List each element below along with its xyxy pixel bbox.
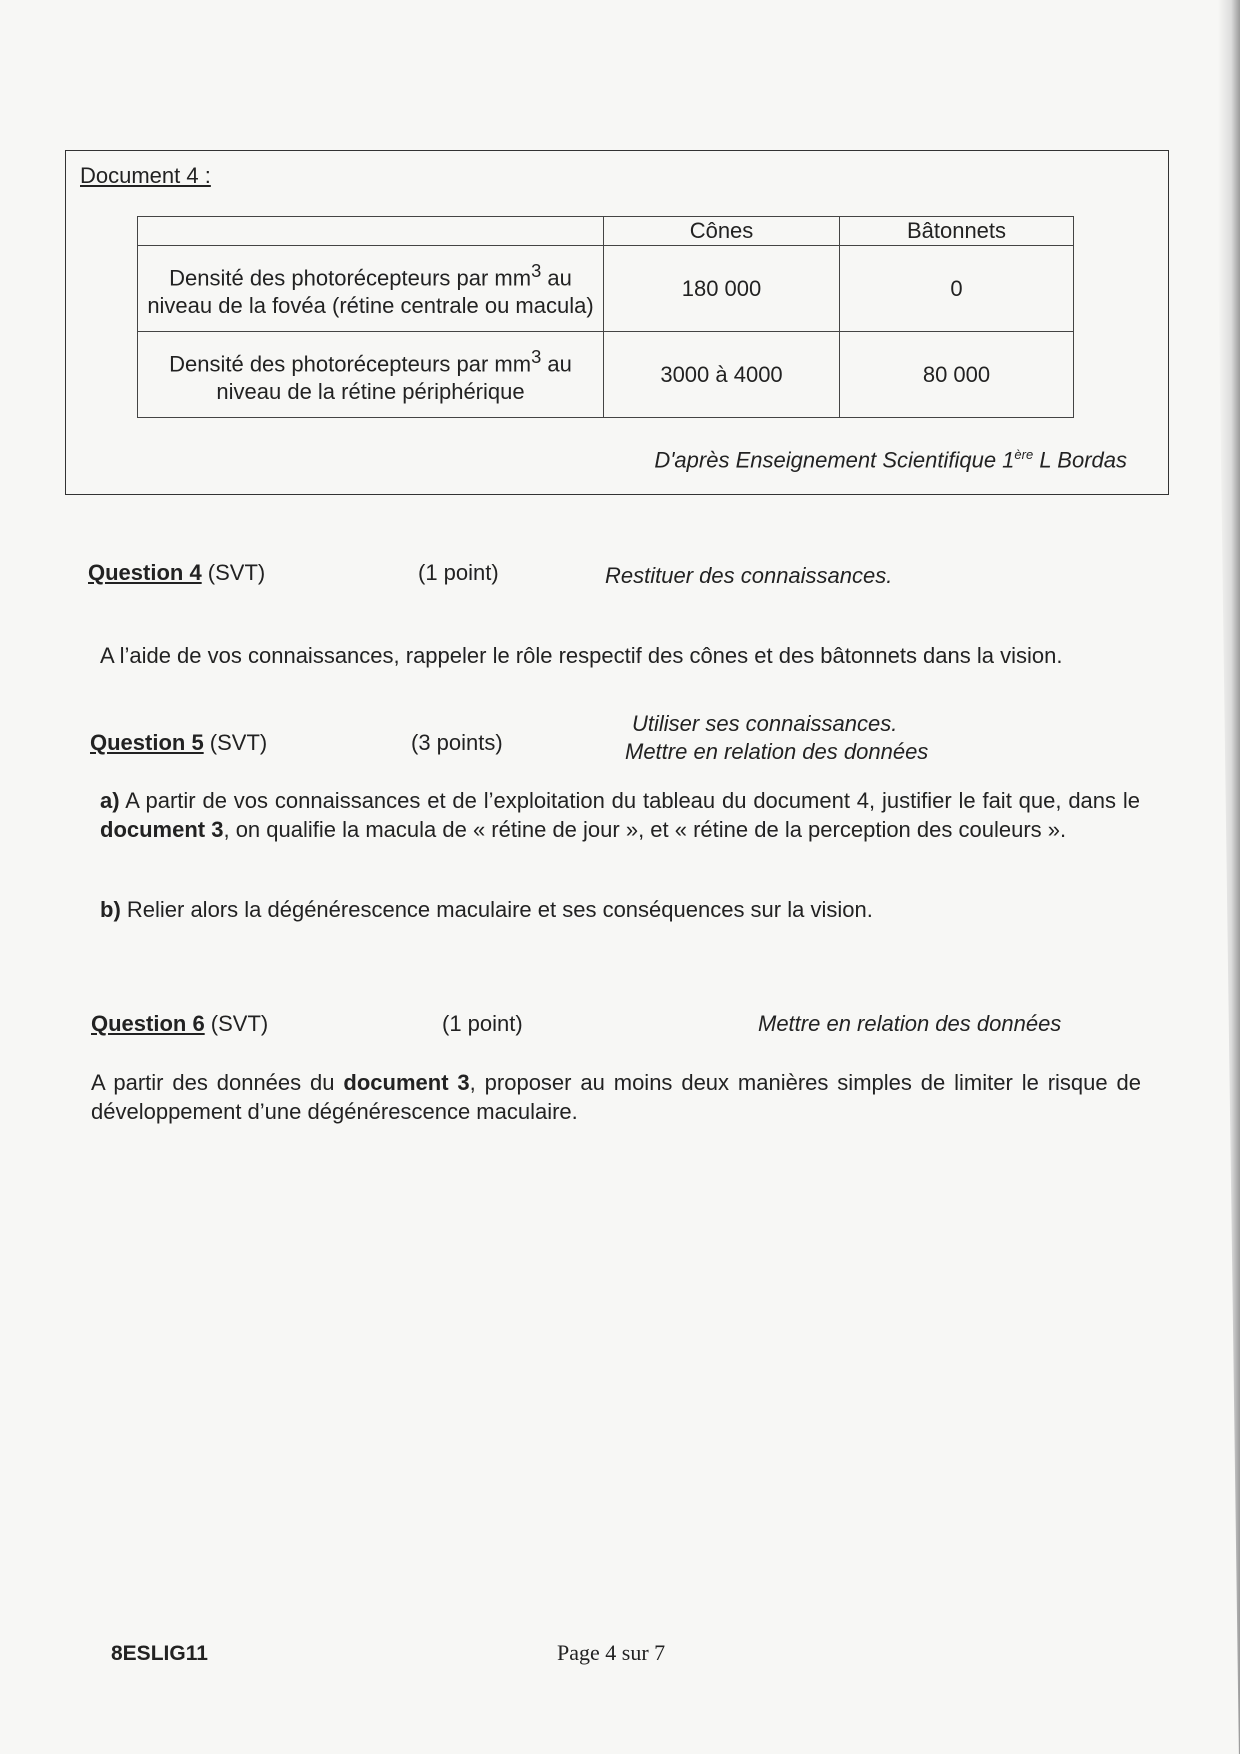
cell-batonnets-peripheral: 80 000 [840,332,1074,418]
question-5-points: (3 points) [411,730,503,755]
row-label-peripheral: Densité des photorécepteurs par $mm^3$ au niveau de la rétine périphérique [138,332,604,418]
question-6-skill: Mettre en relation des données [758,1011,1062,1036]
exam-code: 8ESLIG11 [111,1642,208,1665]
table-row [138,332,1074,418]
question-5-skill-1: Utiliser ses connaissances. [632,711,898,736]
question-4-points: (1 point) [418,560,499,585]
document-4-title: Document 4 : [80,163,211,188]
cell-cones-peripheral: 3000 à 4000 [604,332,840,418]
question-4-skill: Restituer des connaissances. [605,563,893,588]
cell-batonnets-fovea: 0 [840,246,1074,332]
table-header-cones: Cônes [604,217,840,246]
question-6-heading: Question 6 (SVT) [91,1011,269,1036]
table-header-empty [138,217,604,246]
question-6-points: (1 point) [442,1011,523,1036]
table-header-batonnets: Bâtonnets [840,217,1074,246]
question-4-heading: Question 4 (SVT) [88,560,266,585]
page-edge-shadow [1218,0,1240,1754]
row-label-fovea: Densité des photorécepteurs par $mm^3$ au niveau de la fovéa (rétine centrale ou macula) [138,246,604,332]
question-5-part-a: a) A partir de vos connaissances et de l’exploitation du tableau du document 4, justifier le fait que, dans le document 3, on qualifie la macula de « rétine de jour », et « rétine de la perception des couleurs ». [100,788,1140,842]
table-row [138,246,1074,332]
question-5-part-b: b) Relier alors la dégénérescence maculaire et ses conséquences sur la vision. [100,897,873,922]
page-number: Page 4 sur 7 [557,1640,666,1665]
photoreceptor-density-table [137,216,1074,418]
question-6-text: A partir des données du document 3, proposer au moins deux manières simples de limiter le risque de développement d’une dégénérescence maculaire. [91,1070,1141,1124]
question-5-skill-2: Mettre en relation des données [625,739,929,764]
table-header-row [138,217,1074,246]
question-4-text: A l’aide de vos connaissances, rappeler le rôle respectif des cônes et des bâtonnets dans la vision. [100,643,1063,668]
cell-cones-fovea: 180 000 [604,246,840,332]
document-4-source: D'après Enseignement Scientifique 1ère L Bordas [654,447,1127,473]
question-5-heading: Question 5 (SVT) [90,730,268,755]
